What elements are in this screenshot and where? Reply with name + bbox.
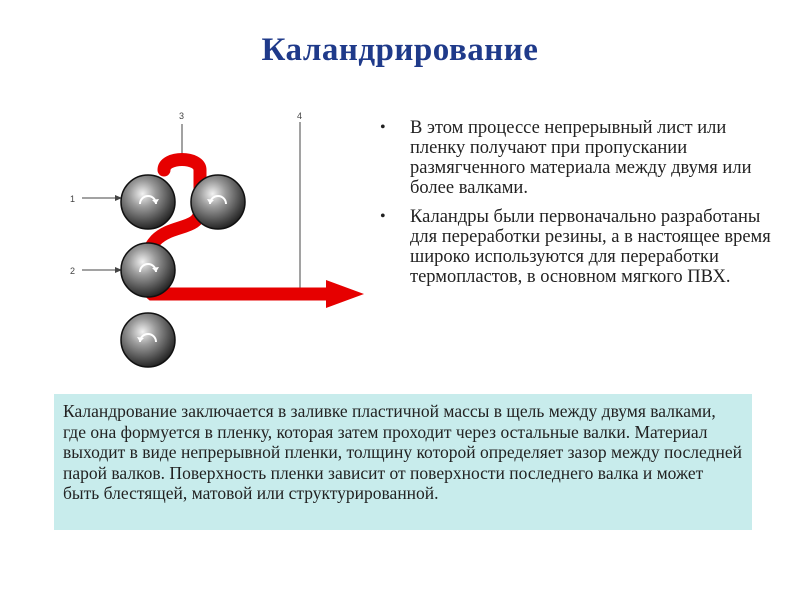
output-arrow-head [326,280,364,308]
roll-4 [121,313,175,367]
roll-1 [121,175,175,229]
label-1: 1 [70,194,76,204]
bullet-dot-icon: • [380,208,386,225]
bullet-text: Каландры были первоначально разработаны для переработки резины, а в настоящее время широко используются для переработки термопластов, в основном мягкого ПВХ. [410,207,771,287]
label-2: 2 [70,266,76,276]
info-box: Каландрование заключается в заливке пластичной массы в щель между двумя валками, где она формуется в пленку, которая затем проходит через остальные валки. Материал выходит в виде непрерывной пленки, толщину которой определяет зазор между последней парой валков. Поверхность пленки зависит от поверхности последнего валка и может быть блестящей, матовой или структурированной. [54,394,752,530]
label-arrow-1 [82,195,122,201]
bullet-dot-icon: • [380,119,386,136]
roll-2 [191,175,245,229]
slide-title: Каландрирование [261,32,539,68]
bullet-list [378,118,778,296]
thickness-dimension-line [297,122,303,298]
label-3: 3 [179,111,185,121]
label-arrow-2 [82,267,122,273]
bullet-item [378,118,778,198]
bullet-item [378,207,778,287]
calender-diagram [60,108,370,378]
bullet-text: В этом процессе непрерывный лист или пленку получают при пропускании размягченного материала между двумя или более валками. [410,118,752,198]
label-4: 4 [297,111,303,121]
roll-3 [121,243,175,297]
